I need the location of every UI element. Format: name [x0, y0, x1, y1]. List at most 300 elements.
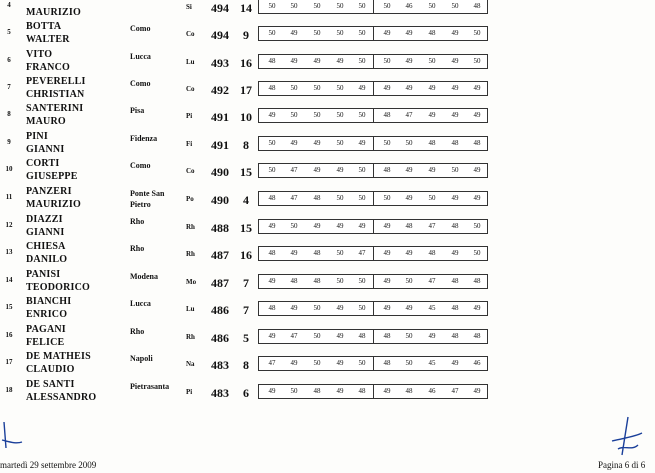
series-score: 50 — [473, 249, 481, 257]
club-city: Ponte San Pietro — [130, 189, 165, 209]
province-code: Lu — [186, 305, 195, 313]
series-score: 50 — [313, 304, 321, 312]
score-divider — [373, 192, 374, 205]
rank-value: 6 — [243, 386, 249, 400]
competitor-surname: CORTI — [26, 158, 60, 169]
series-score: 50 — [451, 2, 459, 10]
series-score: 49 — [451, 29, 459, 37]
series-score: 48 — [473, 332, 481, 340]
club-city: Rho — [130, 244, 145, 253]
series-score: 49 — [313, 222, 321, 230]
series-score: 50 — [313, 359, 321, 367]
series-score: 49 — [451, 359, 459, 367]
row-number: 5 — [7, 28, 11, 36]
row-number: 18 — [5, 386, 13, 394]
province-code: Pi — [186, 388, 193, 396]
series-score: 50 — [405, 277, 413, 285]
competitor-surname: PINI — [26, 131, 48, 142]
table-row — [0, 0, 655, 18]
series-score: 50 — [383, 139, 391, 147]
series-score: 50 — [336, 2, 344, 10]
province-code: Na — [186, 360, 195, 368]
series-score: 47 — [405, 111, 413, 119]
total-score: 487 — [211, 248, 229, 262]
series-score: 50 — [405, 332, 413, 340]
province-code: Mo — [186, 278, 197, 286]
total-score: 494 — [211, 28, 229, 42]
score-divider — [373, 137, 374, 150]
row-number: 14 — [5, 276, 13, 284]
series-scores — [258, 0, 488, 14]
score-divider — [373, 385, 374, 398]
series-score: 50 — [405, 139, 413, 147]
competitor-surname: PAGANI — [26, 324, 66, 335]
series-score: 50 — [336, 29, 344, 37]
series-score: 48 — [451, 277, 459, 285]
province-code: Po — [186, 195, 194, 203]
table-row — [0, 46, 655, 73]
series-scores — [258, 329, 488, 344]
competitor-surname: VITO — [26, 49, 53, 60]
total-score: 492 — [211, 83, 229, 97]
series-score: 49 — [290, 359, 298, 367]
rank-value: 8 — [243, 358, 249, 372]
series-scores — [258, 108, 488, 123]
series-score: 49 — [336, 222, 344, 230]
series-score: 49 — [428, 332, 436, 340]
table-row — [0, 348, 655, 375]
series-score: 49 — [473, 304, 481, 312]
score-divider — [373, 0, 374, 13]
series-score: 49 — [451, 111, 459, 119]
series-score: 49 — [336, 387, 344, 395]
series-score: 48 — [473, 277, 481, 285]
series-score: 47 — [290, 166, 298, 174]
club-city: Como — [130, 79, 151, 88]
series-scores — [258, 163, 488, 178]
competitor-firstname: FRANCO — [26, 62, 70, 73]
competitor-surname: DIAZZI — [26, 214, 63, 225]
series-score: 49 — [268, 387, 276, 395]
table-row — [0, 293, 655, 320]
competitor-firstname: ALESSANDRO — [26, 392, 97, 403]
series-score: 49 — [383, 222, 391, 230]
rank-value: 7 — [243, 276, 249, 290]
rank-value: 17 — [240, 83, 252, 97]
series-score: 48 — [451, 222, 459, 230]
series-score: 49 — [290, 139, 298, 147]
row-number: 16 — [5, 331, 13, 339]
series-scores — [258, 356, 488, 371]
series-score: 49 — [290, 29, 298, 37]
series-score: 50 — [451, 166, 459, 174]
series-score: 49 — [336, 359, 344, 367]
series-score: 50 — [268, 2, 276, 10]
series-score: 48 — [313, 194, 321, 202]
series-score: 48 — [358, 387, 366, 395]
club-city: Lucca — [130, 299, 151, 308]
series-score: 46 — [405, 2, 413, 10]
province-code: Co — [186, 167, 195, 175]
table-row — [0, 376, 655, 403]
series-score: 49 — [268, 111, 276, 119]
score-divider — [373, 247, 374, 260]
competitor-surname: CHIESA — [26, 241, 66, 252]
series-score: 50 — [428, 57, 436, 65]
series-score: 46 — [473, 359, 481, 367]
series-score: 50 — [290, 387, 298, 395]
series-score: 48 — [313, 387, 321, 395]
series-score: 49 — [473, 387, 481, 395]
table-row — [0, 266, 655, 293]
row-number: 10 — [5, 165, 13, 173]
row-number: 17 — [5, 358, 13, 366]
series-score: 49 — [290, 304, 298, 312]
club-city: Napoli — [130, 354, 153, 363]
series-score: 49 — [405, 249, 413, 257]
competitor-surname: PANISI — [26, 269, 61, 280]
series-scores — [258, 384, 488, 399]
competitor-surname: SANTERINI — [26, 103, 84, 114]
series-scores — [258, 219, 488, 234]
series-score: 48 — [451, 139, 459, 147]
footer-date: martedì 29 settembre 2009 — [0, 460, 97, 470]
score-divider — [373, 302, 374, 315]
competitor-firstname: FELICE — [26, 337, 65, 348]
series-score: 49 — [451, 57, 459, 65]
total-score: 486 — [211, 303, 229, 317]
competitor-firstname: WALTER — [26, 34, 70, 45]
series-score: 49 — [405, 166, 413, 174]
table-row — [0, 73, 655, 100]
rank-value: 4 — [243, 193, 249, 207]
series-score: 48 — [428, 139, 436, 147]
rank-value: 16 — [240, 56, 252, 70]
rank-value: 16 — [240, 248, 252, 262]
signature-right — [598, 415, 648, 460]
series-score: 48 — [383, 332, 391, 340]
total-score: 491 — [211, 138, 229, 152]
series-score: 48 — [428, 249, 436, 257]
row-number: 4 — [7, 1, 11, 9]
series-score: 50 — [473, 222, 481, 230]
series-score: 50 — [358, 57, 366, 65]
competitor-surname: PANZERI — [26, 186, 72, 197]
series-score: 48 — [313, 249, 321, 257]
series-score: 50 — [290, 111, 298, 119]
row-number: 8 — [7, 110, 11, 118]
row-number: 12 — [5, 221, 13, 229]
series-score: 50 — [336, 84, 344, 92]
score-divider — [373, 55, 374, 68]
series-score: 50 — [313, 29, 321, 37]
score-divider — [373, 27, 374, 40]
table-row — [0, 238, 655, 265]
series-score: 49 — [313, 166, 321, 174]
total-score: 490 — [211, 193, 229, 207]
score-divider — [373, 109, 374, 122]
series-score: 49 — [428, 84, 436, 92]
series-score: 50 — [313, 332, 321, 340]
series-score: 49 — [405, 29, 413, 37]
series-score: 48 — [268, 57, 276, 65]
club-city: Fidenza — [130, 134, 158, 143]
series-score: 50 — [473, 29, 481, 37]
series-score: 49 — [290, 249, 298, 257]
series-score: 49 — [473, 166, 481, 174]
province-code: Si — [186, 3, 192, 11]
series-score: 49 — [383, 304, 391, 312]
series-score: 49 — [405, 304, 413, 312]
series-score: 45 — [428, 304, 436, 312]
total-score: 483 — [211, 386, 229, 400]
competitor-firstname: DANILO — [26, 254, 68, 265]
series-score: 50 — [336, 139, 344, 147]
score-divider — [373, 220, 374, 233]
score-divider — [373, 82, 374, 95]
series-score: 49 — [473, 84, 481, 92]
series-score: 50 — [358, 194, 366, 202]
competitor-firstname: CHRISTIAN — [26, 89, 85, 100]
series-score: 49 — [383, 387, 391, 395]
series-score: 49 — [383, 84, 391, 92]
club-city: Rho — [130, 327, 145, 336]
rank-value: 15 — [240, 165, 252, 179]
series-score: 48 — [383, 359, 391, 367]
series-score: 49 — [313, 57, 321, 65]
series-score: 48 — [473, 139, 481, 147]
series-score: 49 — [405, 84, 413, 92]
total-score: 486 — [211, 331, 229, 345]
series-score: 49 — [268, 277, 276, 285]
series-score: 50 — [290, 2, 298, 10]
total-score: 493 — [211, 56, 229, 70]
series-score: 50 — [268, 166, 276, 174]
competitor-surname: DE MATHEIS — [26, 351, 91, 362]
signature-left — [0, 418, 30, 458]
series-score: 48 — [451, 304, 459, 312]
series-score: 49 — [428, 166, 436, 174]
club-city: Como — [130, 24, 151, 33]
series-score: 50 — [313, 2, 321, 10]
series-scores — [258, 301, 488, 316]
series-scores — [258, 246, 488, 261]
series-score: 50 — [473, 57, 481, 65]
footer-page-number: Pagina 6 di 6 — [598, 460, 646, 470]
total-score: 483 — [211, 358, 229, 372]
series-score: 49 — [358, 84, 366, 92]
series-score: 49 — [473, 111, 481, 119]
province-code: Lu — [186, 58, 195, 66]
total-score: 494 — [211, 1, 229, 15]
series-scores — [258, 191, 488, 206]
series-score: 50 — [336, 111, 344, 119]
series-score: 50 — [358, 277, 366, 285]
competitor-surname: DE SANTI — [26, 379, 75, 390]
competitor-firstname: GIANNI — [26, 144, 65, 155]
series-score: 49 — [451, 84, 459, 92]
table-row — [0, 155, 655, 182]
competitor-firstname: GIUSEPPE — [26, 171, 78, 182]
row-number: 9 — [7, 138, 11, 146]
series-score: 49 — [405, 194, 413, 202]
series-score: 49 — [336, 304, 344, 312]
table-row — [0, 18, 655, 45]
series-score: 48 — [268, 249, 276, 257]
competitor-surname: PEVERELLI — [26, 76, 86, 87]
series-score: 50 — [358, 29, 366, 37]
series-score: 48 — [428, 29, 436, 37]
row-number: 13 — [5, 248, 13, 256]
series-score: 47 — [428, 277, 436, 285]
table-row — [0, 100, 655, 127]
table-row — [0, 183, 655, 210]
series-score: 47 — [358, 249, 366, 257]
series-score: 50 — [336, 194, 344, 202]
series-score: 48 — [383, 111, 391, 119]
series-score: 47 — [290, 194, 298, 202]
rank-value: 8 — [243, 138, 249, 152]
rank-value: 10 — [240, 110, 252, 124]
series-score: 50 — [383, 57, 391, 65]
series-score: 50 — [313, 111, 321, 119]
province-code: Rh — [186, 250, 195, 258]
row-number: 15 — [5, 303, 13, 311]
province-code: Co — [186, 85, 195, 93]
series-score: 48 — [451, 332, 459, 340]
series-score: 47 — [290, 332, 298, 340]
province-code: Pi — [186, 112, 193, 120]
series-score: 48 — [290, 277, 298, 285]
table-row — [0, 321, 655, 348]
competitor-firstname: MAURIZIO — [26, 7, 81, 18]
series-scores — [258, 26, 488, 41]
series-score: 48 — [268, 194, 276, 202]
series-score: 49 — [336, 57, 344, 65]
row-number: 7 — [7, 83, 11, 91]
province-code: Rh — [186, 223, 195, 231]
series-score: 50 — [428, 2, 436, 10]
table-row — [0, 128, 655, 155]
row-number: 6 — [7, 56, 11, 64]
series-scores — [258, 54, 488, 69]
series-score: 49 — [383, 29, 391, 37]
series-score: 50 — [358, 359, 366, 367]
series-score: 48 — [313, 277, 321, 285]
series-scores — [258, 136, 488, 151]
competitor-surname: BIANCHI — [26, 296, 72, 307]
series-score: 48 — [268, 84, 276, 92]
series-score: 47 — [268, 359, 276, 367]
total-score: 491 — [211, 110, 229, 124]
series-score: 49 — [451, 194, 459, 202]
competitor-firstname: MAURIZIO — [26, 199, 81, 210]
row-number: 11 — [5, 193, 13, 201]
series-score: 49 — [268, 222, 276, 230]
series-score: 48 — [268, 304, 276, 312]
competitor-firstname: GIANNI — [26, 227, 65, 238]
series-score: 49 — [473, 194, 481, 202]
series-score: 50 — [358, 2, 366, 10]
score-divider — [373, 357, 374, 370]
series-score: 49 — [268, 332, 276, 340]
series-score: 49 — [405, 57, 413, 65]
series-score: 50 — [358, 304, 366, 312]
series-score: 50 — [336, 249, 344, 257]
series-scores — [258, 81, 488, 96]
competitor-firstname: TEODORICO — [26, 282, 91, 293]
club-city: Como — [130, 161, 151, 170]
series-scores — [258, 274, 488, 289]
province-code: Co — [186, 30, 195, 38]
series-score: 49 — [383, 277, 391, 285]
score-divider — [373, 164, 374, 177]
series-score: 47 — [451, 387, 459, 395]
series-score: 49 — [428, 111, 436, 119]
province-code: Fi — [186, 140, 193, 148]
series-score: 47 — [428, 222, 436, 230]
total-score: 487 — [211, 276, 229, 290]
club-city: Rho — [130, 217, 145, 226]
rank-value: 7 — [243, 303, 249, 317]
competitor-firstname: ENRICO — [26, 309, 68, 320]
series-score: 49 — [358, 222, 366, 230]
club-city: Pietrasanta — [130, 382, 170, 391]
club-city: Modena — [130, 272, 158, 281]
rank-value: 5 — [243, 331, 249, 345]
series-score: 50 — [428, 194, 436, 202]
series-score: 50 — [358, 111, 366, 119]
competitor-firstname: CLAUDIO — [26, 364, 75, 375]
series-score: 49 — [383, 249, 391, 257]
series-score: 50 — [290, 84, 298, 92]
series-score: 49 — [358, 139, 366, 147]
series-score: 50 — [383, 194, 391, 202]
series-score: 50 — [290, 222, 298, 230]
series-score: 45 — [428, 359, 436, 367]
rank-value: 9 — [243, 28, 249, 42]
series-score: 50 — [268, 29, 276, 37]
score-divider — [373, 330, 374, 343]
series-score: 46 — [428, 387, 436, 395]
series-score: 50 — [336, 277, 344, 285]
series-score: 49 — [336, 166, 344, 174]
series-score: 48 — [405, 222, 413, 230]
series-score: 49 — [451, 249, 459, 257]
series-score: 50 — [313, 84, 321, 92]
rank-value: 15 — [240, 221, 252, 235]
series-score: 49 — [313, 139, 321, 147]
series-score: 50 — [268, 139, 276, 147]
club-city: Pisa — [130, 106, 145, 115]
series-score: 48 — [383, 166, 391, 174]
series-score: 50 — [358, 166, 366, 174]
series-score: 49 — [336, 332, 344, 340]
table-row — [0, 211, 655, 238]
series-score: 50 — [383, 2, 391, 10]
series-score: 48 — [358, 332, 366, 340]
total-score: 490 — [211, 165, 229, 179]
club-city: Lucca — [130, 52, 151, 61]
province-code: Rh — [186, 333, 195, 341]
total-score: 488 — [211, 221, 229, 235]
series-score: 48 — [405, 387, 413, 395]
competitor-surname: BOTTA — [26, 21, 62, 32]
competitor-firstname: MAURO — [26, 116, 66, 127]
score-divider — [373, 275, 374, 288]
rank-value: 14 — [240, 1, 252, 15]
series-score: 50 — [405, 359, 413, 367]
